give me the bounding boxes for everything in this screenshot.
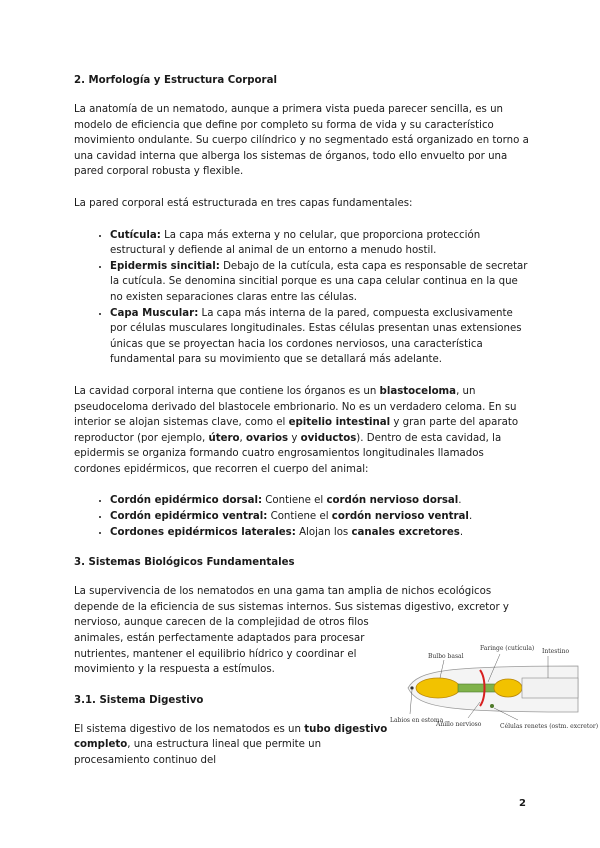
page-number: 2 <box>519 798 526 809</box>
text-run: , un pseudoceloma derivado del blastocele embrionario. No es un verdadero celoma. En su interior se alojan sistemas clave, como el <box>74 385 517 429</box>
label-celulas: Células renetes (ostm. excretor) <box>500 723 599 730</box>
layer-term: Capa Muscular: <box>110 307 199 319</box>
text-run: y <box>288 432 301 444</box>
section-3-paragraph-1b: nervioso, aunque carecen de la complejidad de otros filos animales, están perfectamente adaptados para procesar nutrientes, mantener el equilibrio hídrico y coordinar el movimiento y la respuesta a estímulos. <box>74 617 369 676</box>
epidermal-cords-list <box>74 493 530 540</box>
cord-text: Contiene el <box>267 511 332 523</box>
cord-bold: canales excretores <box>351 526 460 538</box>
list-item <box>110 525 530 541</box>
layer-text: La capa más interna de la pared, compuesta exclusivamente por células musculares longitudinales. Estas células presentan unas extensiones únicas que se proyectan hacia los cordones nerviosos, una característica fundamental para su movimiento que se detallará más adelante. <box>110 307 522 366</box>
excretory-pore <box>490 704 494 708</box>
cord-end: . <box>458 495 462 507</box>
cord-term: Cordones epidérmicos laterales: <box>110 526 296 538</box>
cord-bold: cordón nervioso dorsal <box>326 495 459 507</box>
list-item <box>110 259 530 306</box>
bold-term: tubo digestivo completo <box>74 723 388 751</box>
intestine <box>522 678 578 698</box>
cord-text: Alojan los <box>295 526 352 538</box>
cord-end: . <box>468 511 473 523</box>
label-faringe: Faringe (cutícula) <box>480 645 535 652</box>
section-2-paragraph-2: La pared corporal está estructurada en tres capas fundamentales: <box>74 197 413 209</box>
bold-term: útero <box>208 432 240 444</box>
section-3-paragraph-1a: La supervivencia de los nematodos en una gama tan amplia de nichos ecológicos depende de la eficiencia de sus sistemas internos. Sus sistemas digestivo, excretor y <box>74 586 509 613</box>
cord-text: Contiene el <box>262 495 327 507</box>
pharynx-bulb <box>416 678 460 698</box>
body-wall-layers-list <box>74 228 530 368</box>
label-intestino: Intestino <box>542 648 570 655</box>
cord-end: . <box>459 526 464 538</box>
label-labios: Labios en estoma <box>390 717 444 724</box>
text-run: ). Dentro de esta cavidad, la epidermis se organiza formando cuatro engrosamientos longitudinales llamados cordones epidérmicos, que recorren el cuerpo del animal: <box>74 432 502 475</box>
section-2-heading: 2. Morfología y Estructura Corporal <box>74 75 277 86</box>
text-run: La cavidad corporal interna que contiene los órganos es un <box>74 385 380 397</box>
basal-bulb <box>494 679 522 697</box>
layer-term: Epidermis sincitial: <box>110 260 220 272</box>
nematode-digestive-diagram <box>388 640 599 736</box>
subsection-3-1-heading: 3.1. Sistema Digestivo <box>74 694 204 706</box>
list-item <box>110 493 530 509</box>
label-anillo: Anillo nervioso <box>436 721 482 728</box>
bold-term: epitelio intestinal <box>288 417 391 429</box>
cord-term: Cordón epidérmico ventral: <box>110 511 268 523</box>
layer-text: Debajo de la cutícula, esta capa es responsable de secretar la cutícula. Se denomina sincitial porque es una capa celular continua en la que no existen separaciones claras entre las células. <box>110 260 528 303</box>
text-run: y gran parte del aparato reproductor (por ejemplo, <box>74 417 519 444</box>
layer-text: La capa más externa y no celular, que proporciona protección estructural y defiende al animal de un entorno a menudo hostil. <box>110 229 481 257</box>
diagram-svg <box>388 640 599 736</box>
mouth <box>410 686 413 689</box>
list-item <box>110 306 530 368</box>
bold-term: ovarios <box>246 432 289 444</box>
section-2-paragraph-3 <box>74 384 530 478</box>
cord-term: Cordón epidérmico dorsal: <box>110 495 263 507</box>
bold-term: oviductos <box>300 432 357 444</box>
section-3-heading: 3. Sistemas Biológicos Fundamentales <box>74 557 295 569</box>
subsection-3-1-paragraph <box>74 722 396 769</box>
layer-term: Cutícula: <box>110 229 161 241</box>
list-item <box>110 228 530 259</box>
text-run: , una estructura lineal que permite un procesamiento continuo del <box>74 739 322 766</box>
cord-bold: cordón nervioso ventral <box>331 511 469 523</box>
label-bulbo: Bulbo basal <box>428 653 464 660</box>
text-run: El sistema digestivo de los nematodos es un <box>74 723 305 735</box>
text-run: , <box>239 432 247 444</box>
bold-term: blastoceloma <box>379 385 457 397</box>
section-2-paragraph-1: La anatomía de un nematodo, aunque a primera vista pueda parecer sencilla, es un modelo de eficiencia que define por completo su forma de vida y su característico movimiento ondulante. Su cuerpo cilíndrico y no segmentado está organizado en torno a una cavidad interna que alberga los sistemas de órganos, todo ello envuelto por una pared corporal robusta y flexible. <box>74 104 529 178</box>
list-item <box>110 509 530 525</box>
leader-line <box>410 690 412 714</box>
